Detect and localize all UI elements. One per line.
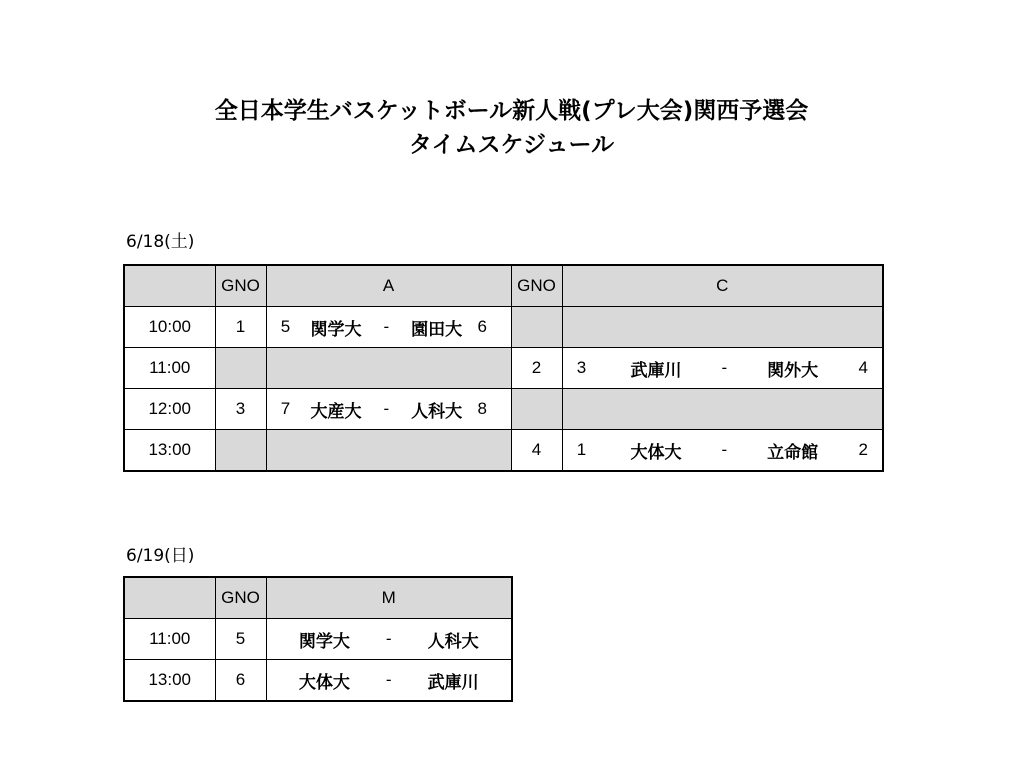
gno-cell: 3	[215, 389, 266, 430]
table-row	[124, 348, 883, 389]
header-court-c: C	[562, 265, 883, 307]
time-cell: 13:00	[124, 430, 215, 472]
day1-schedule-table	[123, 264, 884, 472]
header-court-m: M	[266, 577, 512, 619]
empty-match-cell	[266, 430, 511, 472]
team-right: 園田大	[411, 319, 463, 339]
page-title: 全日本学生バスケットボール新人戦(プレ大会)関西予選会	[214, 98, 809, 124]
table-row	[124, 619, 512, 660]
empty-gno-cell	[511, 307, 562, 348]
day1-date-label: 6/18(土)	[126, 232, 195, 252]
gno-cell: 2	[511, 348, 562, 389]
match-separator: -	[385, 670, 392, 689]
table-row	[124, 660, 512, 702]
table-header-row	[124, 577, 512, 619]
score-left: 5	[280, 317, 291, 336]
team-left: 武庫川	[630, 360, 682, 380]
page-subtitle: タイムスケジュール	[408, 132, 615, 158]
score-left: 3	[576, 358, 587, 377]
empty-gno-cell	[215, 348, 266, 389]
match-cell	[266, 389, 511, 430]
header-time	[124, 265, 215, 307]
empty-match-cell	[266, 348, 511, 389]
empty-match-cell	[562, 389, 883, 430]
gno-cell: 5	[215, 619, 266, 660]
match-cell	[266, 619, 512, 660]
empty-gno-cell	[511, 389, 562, 430]
team-right: 立命館	[767, 442, 819, 462]
match-cell	[562, 348, 883, 389]
table-row	[124, 430, 883, 472]
time-cell: 13:00	[124, 660, 215, 702]
table-row	[124, 307, 883, 348]
match-separator: -	[385, 629, 392, 648]
team-right: 武庫川	[427, 672, 479, 692]
gno-cell: 6	[215, 660, 266, 702]
table-header-row	[124, 265, 883, 307]
team-left: 関学大	[310, 319, 362, 339]
empty-match-cell	[562, 307, 883, 348]
match-separator: -	[383, 317, 390, 336]
team-right: 関外大	[767, 360, 819, 380]
match-cell	[266, 660, 512, 702]
score-left: 7	[280, 399, 291, 418]
match-separator: -	[383, 399, 390, 418]
header-time	[124, 577, 215, 619]
day2-schedule-table	[123, 576, 513, 702]
team-right: 人科大	[411, 401, 463, 421]
team-right: 人科大	[427, 631, 479, 651]
match-separator: -	[721, 358, 728, 377]
table-row	[124, 389, 883, 430]
team-left: 関学大	[298, 631, 350, 651]
header-court-a: A	[266, 265, 511, 307]
score-right: 6	[477, 317, 487, 336]
empty-gno-cell	[215, 430, 266, 472]
score-right: 2	[858, 440, 868, 459]
score-left: 1	[576, 440, 587, 459]
team-left: 大体大	[298, 672, 350, 692]
team-left: 大産大	[310, 401, 362, 421]
match-separator: -	[721, 440, 728, 459]
header-gno-a: GNO	[215, 265, 266, 307]
score-right: 8	[477, 399, 487, 418]
match-cell	[266, 307, 511, 348]
time-cell: 11:00	[124, 348, 215, 389]
match-cell	[562, 430, 883, 472]
time-cell: 11:00	[124, 619, 215, 660]
gno-cell: 1	[215, 307, 266, 348]
gno-cell: 4	[511, 430, 562, 472]
time-cell: 10:00	[124, 307, 215, 348]
score-right: 4	[858, 358, 868, 377]
header-gno: GNO	[215, 577, 266, 619]
time-cell: 12:00	[124, 389, 215, 430]
header-gno-c: GNO	[511, 265, 562, 307]
team-left: 大体大	[630, 442, 682, 462]
day2-date-label: 6/19(日)	[126, 546, 195, 566]
